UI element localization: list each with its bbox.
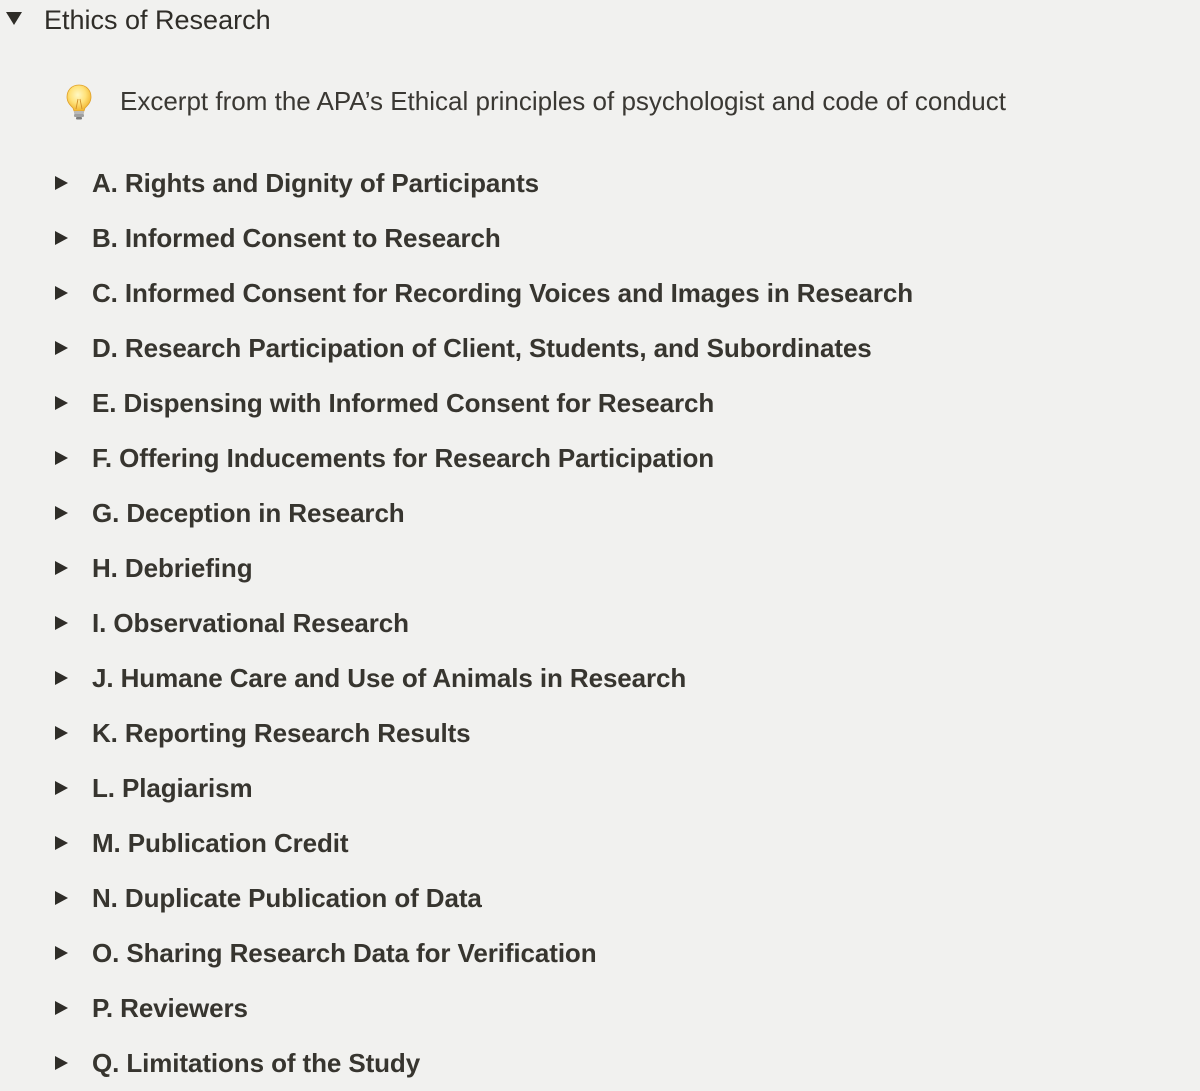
toggle-item-label: G. Deception in Research xyxy=(92,498,405,528)
triangle-right-icon[interactable] xyxy=(52,943,70,963)
toggle-item[interactable] xyxy=(0,156,1200,211)
toggle-item-label: C. Informed Consent for Recording Voices and Images in Research xyxy=(92,278,914,308)
triangle-right-icon[interactable] xyxy=(52,558,70,578)
toggle-title: Ethics of Research xyxy=(44,5,271,35)
triangle-right-icon[interactable] xyxy=(52,833,70,853)
toggle-item[interactable] xyxy=(0,706,1200,761)
triangle-right-icon[interactable] xyxy=(52,723,70,743)
toggle-item-label: I. Observational Research xyxy=(92,608,409,638)
triangle-down-icon[interactable] xyxy=(4,8,24,28)
toggle-item-label: A. Rights and Dignity of Participants xyxy=(92,168,539,198)
toggle-item-label: P. Reviewers xyxy=(92,993,248,1023)
toggle-item[interactable] xyxy=(0,541,1200,596)
triangle-right-icon[interactable] xyxy=(52,173,70,193)
callout-text: Excerpt from the APA’s Ethical principles of psychologist and code of conduct xyxy=(120,86,1006,116)
toggle-item-label: K. Reporting Research Results xyxy=(92,718,471,748)
toggle-header[interactable] xyxy=(0,0,1200,40)
callout-block xyxy=(60,78,1160,128)
toggle-item[interactable] xyxy=(0,926,1200,981)
toggle-item[interactable] xyxy=(0,981,1200,1036)
toggle-item[interactable] xyxy=(0,211,1200,266)
triangle-right-icon[interactable] xyxy=(52,613,70,633)
toggle-item-label: D. Research Participation of Client, Students, and Subordinates xyxy=(92,333,872,363)
toggle-item[interactable] xyxy=(0,376,1200,431)
toggle-item-label: M. Publication Credit xyxy=(92,828,349,858)
toggle-item[interactable] xyxy=(0,266,1200,321)
toggle-item-label: J. Humane Care and Use of Animals in Research xyxy=(92,663,687,693)
triangle-right-icon[interactable] xyxy=(52,668,70,688)
toggle-item[interactable] xyxy=(0,651,1200,706)
toggle-item-label: F. Offering Inducements for Research Participation xyxy=(92,443,715,473)
toggle-item[interactable] xyxy=(0,486,1200,541)
toggle-item[interactable] xyxy=(0,816,1200,871)
triangle-right-icon[interactable] xyxy=(52,778,70,798)
toggle-list xyxy=(0,156,1200,1091)
toggle-item[interactable] xyxy=(0,761,1200,816)
triangle-right-icon[interactable] xyxy=(52,448,70,468)
toggle-item[interactable] xyxy=(0,596,1200,651)
triangle-right-icon[interactable] xyxy=(52,503,70,523)
triangle-right-icon[interactable] xyxy=(52,998,70,1018)
toggle-item-label: H. Debriefing xyxy=(92,553,253,583)
lightbulb-icon xyxy=(64,82,94,122)
toggle-item-label: O. Sharing Research Data for Verification xyxy=(92,938,597,968)
triangle-right-icon[interactable] xyxy=(52,1053,70,1073)
toggle-item-label: L. Plagiarism xyxy=(92,773,253,803)
toggle-item[interactable] xyxy=(0,431,1200,486)
triangle-right-icon[interactable] xyxy=(52,888,70,908)
triangle-right-icon[interactable] xyxy=(52,338,70,358)
toggle-item[interactable] xyxy=(0,1036,1200,1091)
toggle-item-label: N. Duplicate Publication of Data xyxy=(92,883,482,913)
toggle-item-label: E. Dispensing with Informed Consent for Research xyxy=(92,388,715,418)
triangle-right-icon[interactable] xyxy=(52,393,70,413)
toggle-item[interactable] xyxy=(0,321,1200,376)
toggle-item[interactable] xyxy=(0,871,1200,926)
toggle-item-label: B. Informed Consent to Research xyxy=(92,223,501,253)
triangle-right-icon[interactable] xyxy=(52,283,70,303)
toggle-item-label: Q. Limitations of the Study xyxy=(92,1048,421,1078)
triangle-right-icon[interactable] xyxy=(52,228,70,248)
